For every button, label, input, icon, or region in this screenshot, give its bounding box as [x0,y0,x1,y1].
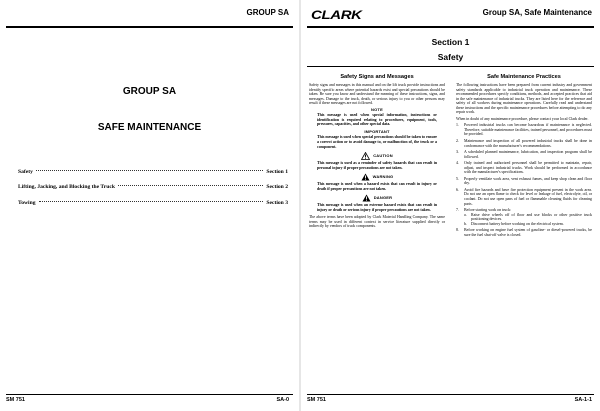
left-header-rule [6,26,293,28]
warning-triangle-icon [361,173,370,181]
left-footer-manual-id: SM 751 [6,397,25,403]
list-item: 2. Maintenance and inspection of all powered industrial trucks shall be done in conformance with the manufacturer's recommendations. [456,139,592,148]
toc-section: Section 1 [266,169,288,175]
closing-paragraph: The above terms have been adopted by Clark Material Handling Company. The same terms may be used in different context in service literature supplied directly or indirectly by vendors of truck components. [309,215,445,229]
list-item: 8. Before working on engine fuel system of gasoline- or diesel-powered trucks, be sure the fuel shut-off valve is closed. [456,228,592,237]
right-page-header: Group SA, Safe Maintenance [482,8,592,17]
caution-label: CAUTION [373,152,393,158]
toc-section: Section 3 [266,200,288,206]
toc-leader-dots [39,201,264,202]
list-item: 1. Powered industrial trucks can become hazardous if maintenance is neglected. Therefore, suitable maintenance facilities, trained personnel, and procedures must be provided. [456,123,592,137]
left-footer-rule [6,394,293,395]
sub-list [464,213,592,227]
sub-list-item: b. Disconnect battery before working on the electrical system. [464,221,564,226]
right-header-rule [307,26,594,28]
list-item: 3. A scheduled planned maintenance, lubrication, and inspection program shall be followed. [456,150,592,159]
safety-signs-heading: Safety Signs and Messages [340,74,414,80]
safe-maintenance-title: SAFE MAINTENANCE [97,122,202,133]
left-page [0,0,299,411]
caution-message [317,152,437,170]
toc-title: Safety [18,169,33,175]
toc-section: Section 2 [266,184,288,190]
right-footer-rule [307,394,594,395]
section-title: Safety [437,52,464,62]
list-item: 7. Before starting work on truck: a. Raise drive wheels off of floor and use blocks or other positive truck positioning devices. b. Disconnect battery before working on the electrical system. [456,208,592,226]
toc-leader-dots [36,170,263,171]
important-message [317,130,437,149]
group-title: GROUP SA [122,86,177,97]
toc-item-lifting[interactable] [18,184,288,194]
toc-title: Lifting, Jacking, and Blocking the Truck [18,184,115,190]
note-message [317,108,437,127]
toc-item-safety[interactable] [18,169,288,179]
warning-label: WARNING [372,173,394,179]
toc-title: Towing [18,200,36,206]
sub-list-item: a. Raise drive wheels off of floor and use blocks or other positive truck positioning devices. [464,212,592,222]
important-label: IMPORTANT [364,128,390,134]
list-item: 5. Properly ventilate work area, vent exhaust fumes, and keep shop clean and floor dry. [456,176,592,186]
note-text: This message is used when special information, instructions or identification is required relating to procedures, equipment, tools, pressures, capacities, and other special data. [317,113,437,127]
left-page-header: GROUP SA [246,8,289,17]
danger-triangle-icon [362,194,371,202]
safe-practices-intro: The following instructions have been prepared from current industry and government safety standards applicable to industrial truck operation and maintenance. These recommended procedures specify conditions, methods, and accepted practices that aid in the safe maintenance of industrial trucks. They are listed here for the reference and safety of all workers during maintenance operations. Carefully read and understand these instructions and the specific maintenance procedures before attempting to do any repair work. [456,83,592,115]
section-rule [307,66,594,67]
left-footer-page-number: SA-0 [276,397,289,403]
danger-message [317,194,437,212]
safe-practices-heading: Safe Maintenance Practices [487,74,561,80]
practices-list [456,123,592,237]
doubt-paragraph: When in doubt of any maintenance procedure, please contact your local Clark dealer. [456,116,589,121]
toc-item-towing[interactable] [18,200,288,210]
toc-leader-dots [118,185,263,186]
safety-signs-intro: Safety signs and messages in this manual and on the lift truck provide instructions and identify specific areas where potential hazards exist and special precautions should be taken. Be sure you know and understand the meaning of these instructions, signs, and messages. Damage to the truck, death, or serious injury to you or other persons may result if these messages are not followed. [309,83,445,106]
danger-label: DANGER [373,195,393,201]
section-number: Section 1 [431,37,470,47]
right-footer-page-number: SA-1-1 [574,397,592,403]
warning-text: This message is used when a hazard exists that can result in injury or death if proper precautions are not taken. [317,182,437,191]
note-label: NOTE [371,106,383,112]
clark-logo: CLARK [311,8,362,22]
safe-practices-column [456,74,592,239]
caution-triangle-icon [361,152,370,160]
danger-text: This message is used when an extreme hazard exists that can result in injury or death or serious injury if proper precautions are not taken. [317,203,437,212]
warning-message [317,173,437,191]
list-item: 6. Avoid fire hazards and have fire protection equipment present in the work area. Do not use an open flame to check for level or leakage of fuel, electrolyte, oil, or coolant. Do not use open pans of fuel or flammable cleaning fluids for cleaning parts. [456,187,592,206]
right-page [301,0,600,411]
right-footer-manual-id: SM 751 [307,397,326,403]
safety-signs-column [309,74,445,231]
important-text: This message is used when special precautions should be taken to ensure a correct action or to avoid damage to, or malfunction of, the truck or a component. [317,135,437,149]
caution-text: This message is used as a reminder of safety hazards that can result in personal injury if proper precautions are not taken. [317,161,437,170]
list-item: 4. Only trained and authorized personnel shall be permitted to maintain, repair, adjust, and inspect industrial trucks. Work should be performed in accordance with the manufacturer's specifications. [456,161,592,175]
